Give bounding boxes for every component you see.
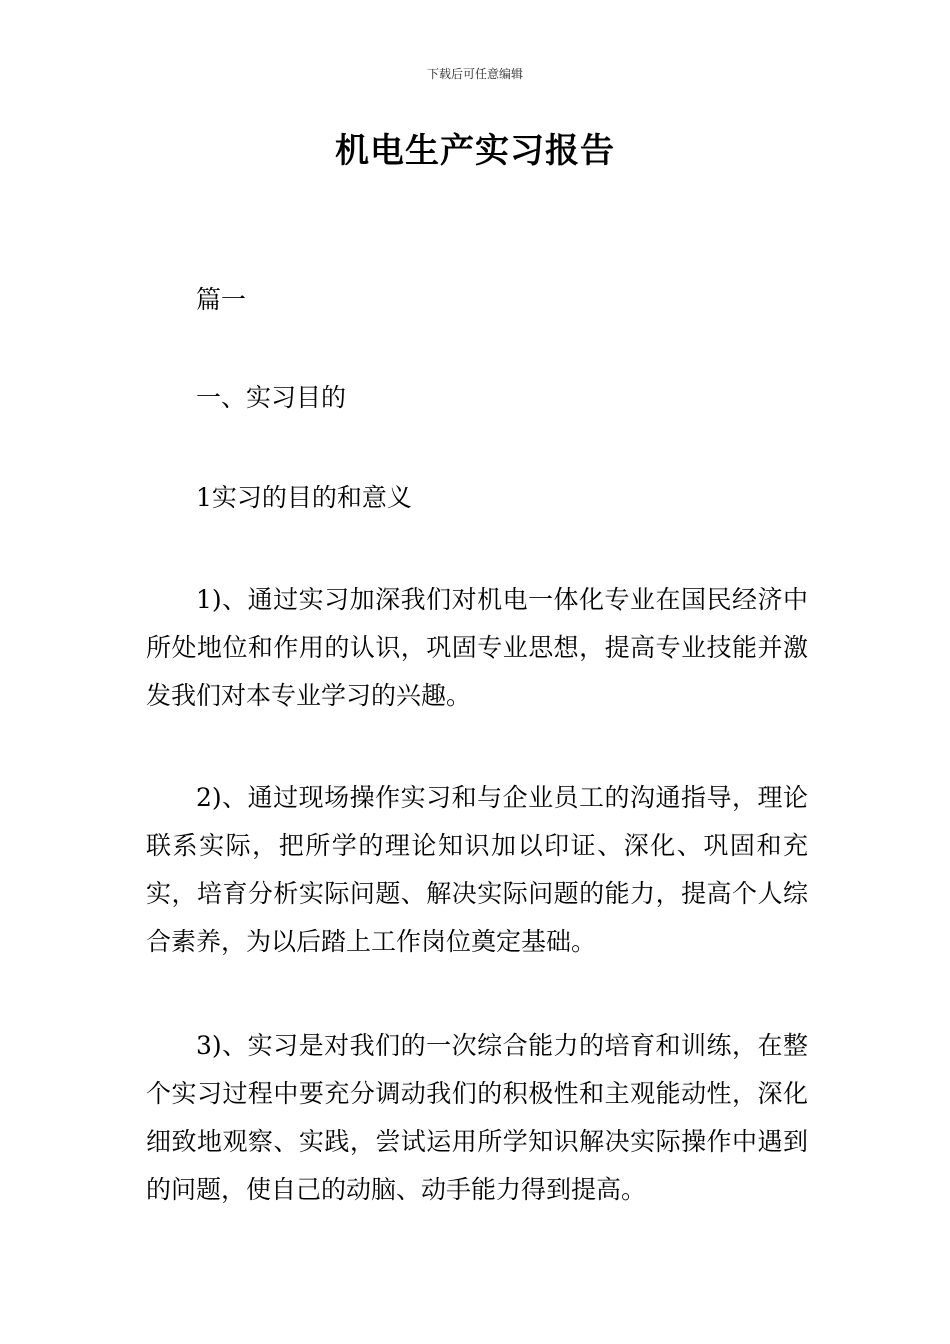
header-note: 下载后可任意编辑 [426,67,523,81]
subsection-heading: 1实习的目的和意义 [196,483,412,512]
section-heading: 一、实习目的 [196,383,347,412]
part-label: 篇一 [196,285,247,314]
document-title: 机电生产实习报告 [335,131,615,171]
paragraph-2: 2)、通过现场操作实习和与企业员工的沟通指导，理论联系实际，把所学的理论知识加以印证、深化、巩固和充实，培育分析实际问题、解决实际问题的能力，提高个人综合素养，为以后踏上工作岗位奠定基础。 [146,783,808,956]
paragraph-1: 1)、通过实习加深我们对机电一体化专业在国民经济中所处地位和作用的认识，巩固专业思想，提高专业技能并激发我们对本专业学习的兴趣。 [146,585,808,710]
paragraph-3: 3)、实习是对我们的一次综合能力的培育和训练，在整个实习过程中要充分调动我们的积极性和主观能动性，深化细致地观察、实践，尝试运用所学知识解决实际操作中遇到的问题，使自己的动脑、动手能力得到提高。 [146,1031,808,1204]
